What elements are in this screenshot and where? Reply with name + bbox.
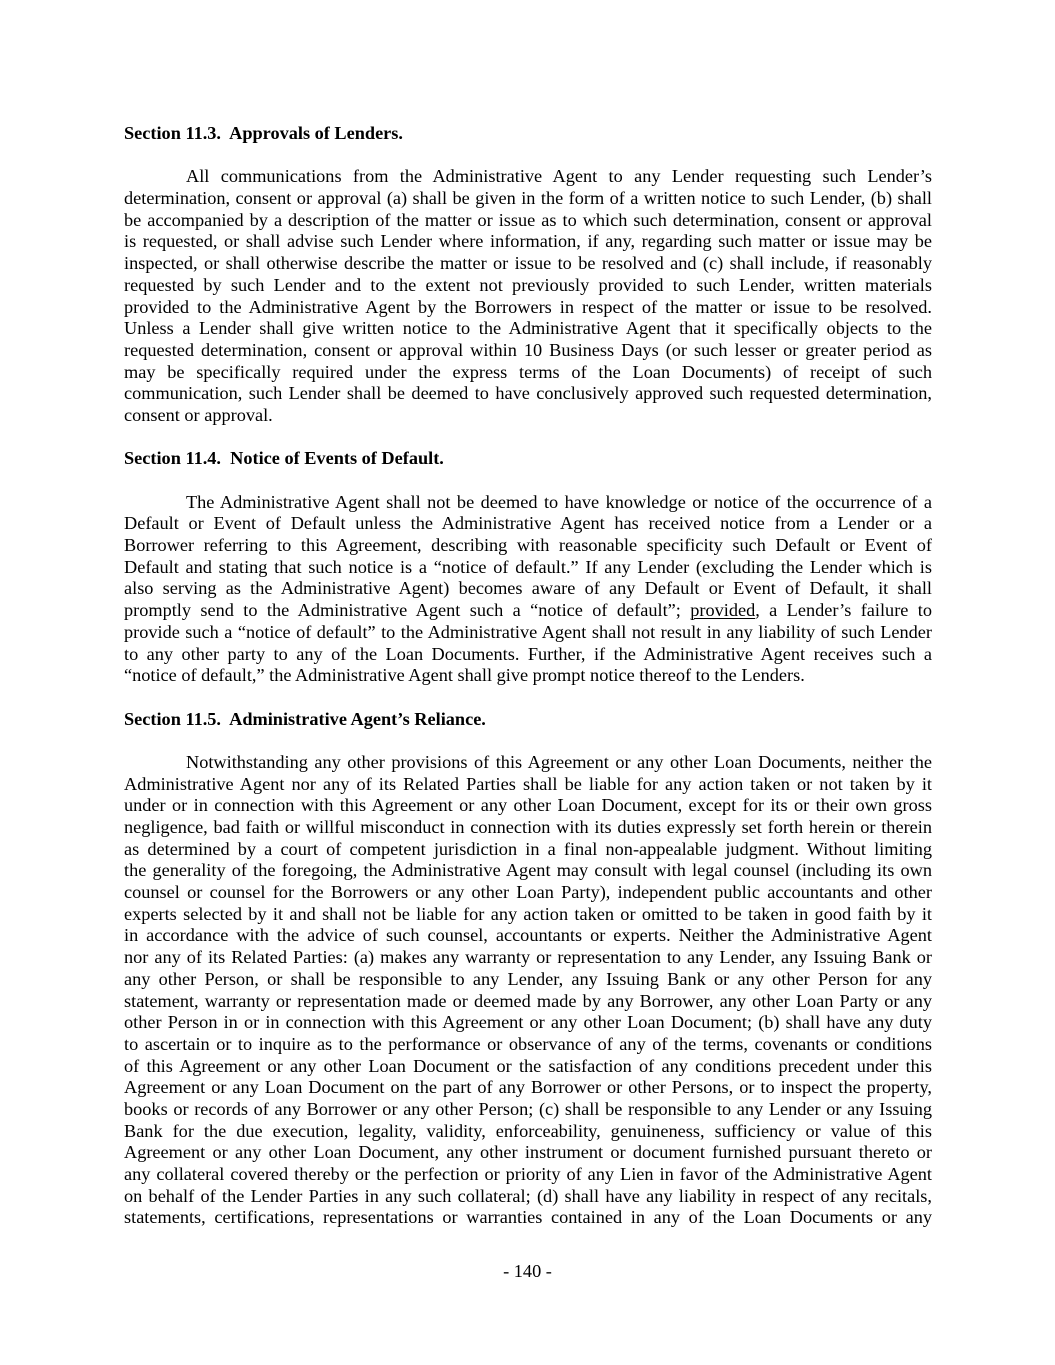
paragraph-line: be accompanied by a description of the matter or issue as to which such determination, consent or approval bbox=[124, 209, 932, 230]
underlined-term-provided: provided bbox=[690, 600, 756, 621]
section-heading: Section 11.4. Notice of Events of Default. bbox=[124, 448, 444, 469]
paragraph-line: may be specifically required under the express terms of the Loan Documents) of receipt of such bbox=[124, 361, 932, 382]
paragraph-line: requested determination, consent or approval within 10 Business Days (or such lesser or greater period as bbox=[124, 339, 932, 360]
page-body bbox=[124, 123, 932, 1251]
paragraph-line: Bank for the due execution, legality, validity, enforceability, genuineness, sufficiency or value of this bbox=[124, 1120, 932, 1141]
section-paragraph bbox=[124, 166, 932, 426]
paragraph-line: to ascertain or to inquire as to the performance or observance of any of the terms, covenants or conditions bbox=[124, 1033, 932, 1054]
paragraph-line: statement, warranty or representation made or deemed made by any Borrower, any other Loan Party or any bbox=[124, 990, 932, 1011]
paragraph-line: as determined by a court of competent jurisdiction in a final non-appealable judgment. Without limiting bbox=[124, 838, 932, 859]
paragraph-line: Agreement or any other Loan Document, any other instrument or document furnished pursuant thereto or bbox=[124, 1142, 932, 1163]
paragraph-line: of this Agreement or any other Loan Document or the satisfaction of any conditions precedent under this bbox=[124, 1055, 932, 1076]
paragraph-line: any other Person, or shall be responsible to any Lender, any Issuing Bank or any other Person for any bbox=[124, 968, 932, 989]
paragraph-line: counsel or counsel for the Borrowers or any other Loan Party), independent public accountants and other bbox=[124, 882, 932, 903]
page-number: - 140 - bbox=[503, 1261, 552, 1281]
paragraph-line: provided to the Administrative Agent by the Borrowers in respect of the matter or issue to be resolved. bbox=[124, 296, 932, 317]
paragraph-line: in accordance with the advice of such counsel, accountants or experts. Neither the Administrative Agent bbox=[124, 925, 932, 946]
paragraph-line: other Person in or in connection with this Agreement or any other Loan Document; (b) shall have any duty bbox=[124, 1012, 932, 1033]
section-11-4 bbox=[124, 448, 932, 687]
paragraph-line: any collateral covered thereby or the perfection or priority of any Lien in favor of the Administrative Agent bbox=[124, 1164, 932, 1184]
paragraph-line: negligence, bad faith or willful misconduct in connection with its duties expressly set forth herein or therein bbox=[124, 817, 932, 837]
paragraph-line: Notwithstanding any other provisions of this Agreement or any other Loan Documents, neither the bbox=[186, 751, 932, 772]
paragraph-line: experts selected by it and shall not be liable for any action taken or omitted to be taken in good faith by it bbox=[124, 903, 932, 924]
paragraph-line: nor any of its Related Parties: (a) makes any warranty or representation to any Lender, any Issuing Bank or bbox=[124, 947, 932, 968]
paragraph-line: Default and stating that such notice is a “notice of default.” If any Lender (excluding the Lender which is bbox=[124, 556, 932, 577]
line-text: promptly send to the Administrative Agent such a “notice of default”; bbox=[124, 600, 691, 621]
line-text: , a Lender’s failure to bbox=[755, 600, 932, 621]
paragraph-line: Agreement or any Loan Document on the part of any Borrower or other Persons, or to inspect the property, bbox=[124, 1077, 932, 1098]
paragraph-line: to any other party to any of the Loan Documents. Further, if the Administrative Agent receives such a bbox=[124, 643, 932, 664]
paragraph-line: statements, certifications, representations or warranties contained in any of the Loan Documents or any bbox=[124, 1207, 932, 1228]
paragraph-line: The Administrative Agent shall not be deemed to have knowledge or notice of the occurrence of a bbox=[186, 491, 932, 512]
section-11-5 bbox=[124, 709, 932, 1230]
paragraph-line: Unless a Lender shall give written notice to the Administrative Agent that it specifically objects to the bbox=[124, 318, 932, 339]
paragraph-line: inspected, or shall otherwise describe the matter or issue to be resolved and (c) shall include, if reasonably bbox=[124, 253, 932, 274]
paragraph-line: All communications from the Administrative Agent to any Lender requesting such Lender’s bbox=[186, 166, 932, 187]
paragraph-line: Administrative Agent nor any of its Related Parties shall be liable for any action taken or not taken by it bbox=[124, 773, 932, 794]
paragraph-line: requested by such Lender and to the extent not previously provided to such Lender, written materials bbox=[124, 274, 932, 295]
section-heading: Section 11.3. Approvals of Lenders. bbox=[124, 123, 403, 143]
paragraph-line: communication, such Lender shall be deemed to have conclusively approved such requested determination, bbox=[124, 383, 932, 404]
section-paragraph bbox=[124, 492, 932, 687]
paragraph-line: Default or Event of Default unless the Administrative Agent has received notice from a Lender or a bbox=[124, 513, 932, 534]
paragraph-line: “notice of default,” the Administrative Agent shall give prompt notice thereof to the Lenders. bbox=[124, 665, 805, 686]
paragraph-line: also serving as the Administrative Agent) becomes aware of any Default or Event of Default, it shall bbox=[124, 578, 932, 599]
paragraph-line: under or in connection with this Agreement or any other Loan Document, except for its or their own gross bbox=[124, 795, 932, 816]
paragraph-line: the generality of the foregoing, the Administrative Agent may consult with legal counsel (including its own bbox=[124, 860, 932, 881]
section-paragraph bbox=[124, 752, 932, 1229]
paragraph-line: provide such a “notice of default” to the Administrative Agent shall not result in any liability of such Lender bbox=[124, 621, 932, 642]
paragraph-line: Borrower referring to this Agreement, describing with reasonable specificity such Default or Event of bbox=[124, 535, 932, 556]
section-heading: Section 11.5. Administrative Agent’s Reliance. bbox=[124, 708, 486, 729]
paragraph-line: books or records of any Borrower or any other Person; (c) shall be responsible to any Lender or any Issuing bbox=[124, 1098, 932, 1119]
paragraph-line: is requested, or shall advise such Lender where information, if any, regarding such matter or issue may be bbox=[124, 231, 932, 252]
paragraph-line bbox=[124, 600, 932, 622]
section-11-3 bbox=[124, 123, 932, 427]
paragraph-line: on behalf of the Lender Parties in any such collateral; (d) shall have any liability in respect of any recitals, bbox=[124, 1185, 932, 1206]
paragraph-line: consent or approval. bbox=[124, 404, 273, 425]
paragraph-line: determination, consent or approval (a) shall be given in the form of a written notice to such Lender, (b) shall bbox=[124, 188, 932, 209]
